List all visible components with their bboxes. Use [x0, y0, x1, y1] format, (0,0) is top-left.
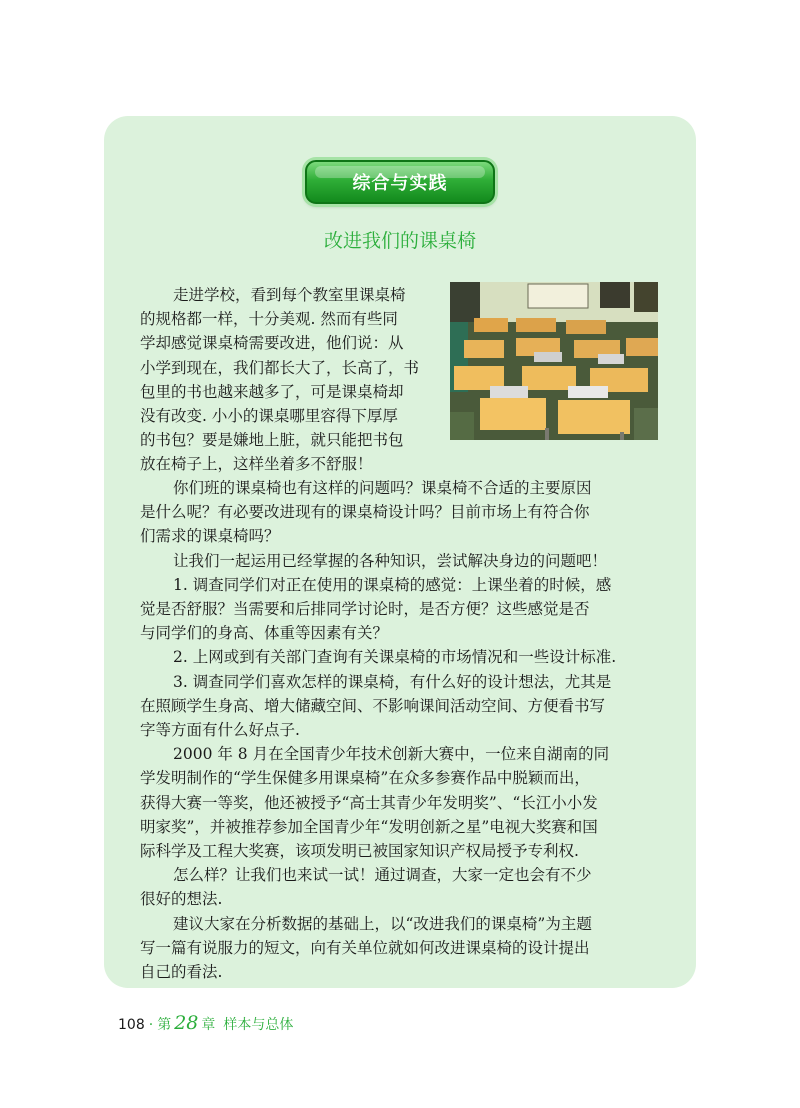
text-line: 走进学校，看到每个教室里课桌椅: [173, 286, 406, 304]
chapter-prefix: 第: [157, 1017, 172, 1033]
text-line: 让我们一起运用已经掌握的各种知识，尝试解决身边的问题吧！: [173, 551, 608, 570]
classroom-photo: [450, 282, 658, 440]
section-badge-label: 综合与实践: [352, 173, 448, 194]
text-line: 获得大赛一等奖，他还被授予“高士其青少年发明奖”、“长江小小发: [140, 793, 598, 812]
section-badge: [305, 160, 495, 204]
text-line: 学却感觉课桌椅需要改进，他们说：从: [140, 334, 404, 353]
text-line: 写一篇有说服力的短文，向有关单位就如何改进课桌椅的设计提出: [140, 938, 590, 957]
text-line: 包里的书也越来越多了，可是课桌椅却: [140, 382, 404, 401]
footer-separator: ·: [148, 1017, 154, 1033]
page-footer: [118, 1012, 293, 1034]
text-line: 与同学们的身高、体重等因素有关？: [140, 624, 389, 643]
text-line: 你们班的课桌椅也有这样的问题吗？课桌椅不合适的主要原因: [173, 479, 592, 497]
text-line: 字等方面有什么好点子.: [140, 721, 300, 740]
text-line: 很好的想法.: [140, 890, 223, 909]
text-line: 觉是否舒服？当需要和后排同学讨论时，是否方便？这些感觉是否: [140, 600, 590, 619]
text-line: 2. 上网或到有关部门查询有关课桌椅的市场情况和一些设计标准.: [173, 648, 617, 667]
chapter-title: 样本与总体: [223, 1017, 294, 1033]
chapter-number: 28: [174, 1012, 199, 1034]
page-number: 108: [118, 1017, 145, 1033]
text-line: 小学到现在，我们都长大了，长高了，书: [140, 358, 420, 377]
text-line: 怎么样？让我们也来试一试！通过调查，大家一定也会有不少: [173, 866, 592, 885]
text-line: 在照顾学生身高、增大储藏空间、不影响课间活动空间、方便看书写: [140, 696, 606, 715]
intro-paragraph: [140, 283, 440, 477]
text-line: 的书包？要是嫌地上脏，就只能把书包: [140, 431, 404, 450]
text-line: 3. 调查同学们喜欢怎样的课桌椅，有什么好的设计想法，尤其是: [173, 672, 612, 691]
chapter-suffix: 章: [201, 1017, 216, 1033]
text-line: 际科学及工程大奖赛，该项发明已被国家知识产权局授予专利权.: [140, 842, 579, 861]
text-line: 是什么呢？有必要改进现有的课桌椅设计吗？目前市场上有符合你: [140, 503, 590, 522]
article-title: 改进我们的课桌椅: [323, 230, 476, 252]
text-line: 的规格都一样，十分美观. 然而有些同: [140, 310, 398, 329]
text-line: 1. 调查同学们对正在使用的课桌椅的感觉：上课坐着的时候，感: [173, 575, 612, 594]
text-line: 放在椅子上，这样坐着多不舒服！: [140, 455, 373, 474]
text-line: 没有改变. 小小的课桌哪里容得下厚厚: [140, 407, 398, 426]
text-line: 建议大家在分析数据的基础上，以“改进我们的课桌椅”为主题: [173, 914, 592, 933]
body-text: [140, 476, 660, 984]
text-line: 2000 年 8 月在全国青少年技术创新大赛中，一位来自湖南的同: [173, 745, 610, 764]
text-line: 们需求的课桌椅吗？: [140, 527, 280, 546]
text-line: 自己的看法.: [140, 963, 223, 982]
text-line: 学发明制作的“学生保健多用课桌椅”在众多参赛作品中脱颖而出，: [140, 769, 590, 788]
text-line: 明家奖”，并被推荐参加全国青少年“发明创新之星”电视大奖赛和国: [140, 817, 598, 836]
